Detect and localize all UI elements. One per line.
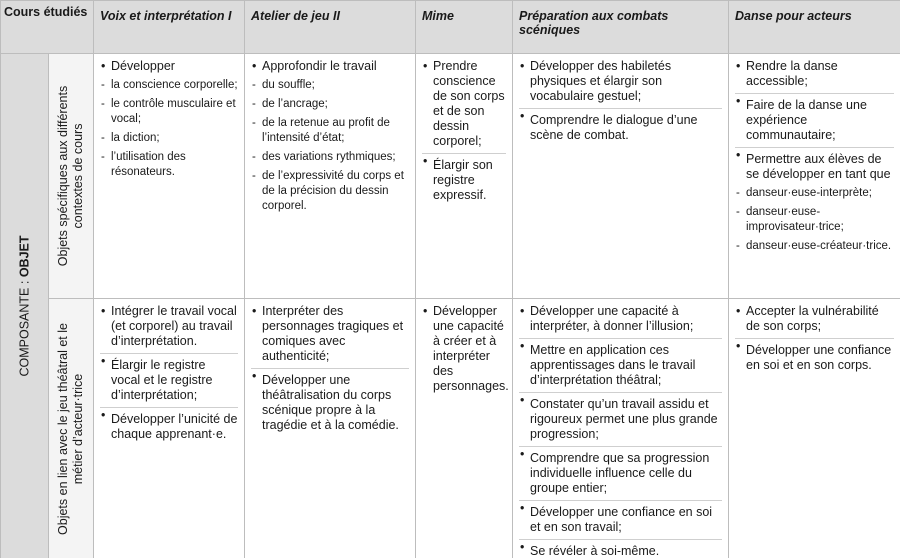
objective-item: • Constater qu’un travail assidu et rigoureux permet une plus grande progression; — [519, 392, 722, 442]
objective-item: • Développer des habiletés physiques et élargir son vocabulaire gestuel; — [519, 59, 722, 104]
cell-specific-voix — [94, 54, 245, 299]
objective-subitem: - l’utilisation des résonateurs. — [100, 150, 238, 180]
objective-item: • Approfondir le travail — [251, 59, 409, 74]
composante-label — [17, 235, 32, 376]
cell-theatre-danse — [729, 299, 900, 558]
objective-item: • Se révéler à soi-même. — [519, 539, 722, 558]
objective-list — [422, 59, 506, 203]
objective-subitem: - la diction; — [100, 131, 238, 146]
objective-subitem: - de l’expressivité du corps et de la précision du dessin corporel. — [251, 169, 409, 214]
objective-list — [100, 304, 238, 442]
objective-item: • Intégrer le travail vocal (et corporel) au travail d’interprétation. — [100, 304, 238, 349]
objective-item: • Faire de la danse une expérience communautaire; — [735, 93, 894, 143]
objective-item: • Développer une confiance en soi et en son travail; — [519, 500, 722, 535]
objective-subitem: - des variations rythmiques; — [251, 150, 409, 165]
objective-list — [251, 304, 409, 433]
row-label-theatre: Objets en lien avec le jeu théâtral et le métier d’acteur·trice — [56, 322, 85, 535]
objective-subitem: - de la retenue au profit de l’intensité d’état; — [251, 116, 409, 146]
objective-item: • Développer — [100, 59, 238, 74]
objective-item: • Comprendre que sa progression individuelle influence celle du groupe entier; — [519, 446, 722, 496]
column-header-mime: Mime — [416, 1, 513, 54]
objective-subitem: - du souffle; — [251, 78, 409, 93]
column-header-atelier: Atelier de jeu II — [245, 1, 416, 54]
row-label-cell-theatre — [49, 299, 94, 558]
objective-list — [100, 59, 238, 180]
cell-specific-mime — [416, 54, 513, 299]
composante-label-cell — [1, 54, 49, 558]
objective-item: • Comprendre le dialogue d’une scène de combat. — [519, 108, 722, 143]
cell-theatre-voix — [94, 299, 245, 558]
objective-item: • Élargir son registre expressif. — [422, 153, 506, 203]
row-label-specific: Objets spécifiques aux différents contextes de cours — [56, 85, 85, 267]
objective-item: • Prendre conscience de son corps et de son dessin corporel; — [422, 59, 506, 149]
objective-subitem: - la conscience corporelle; — [100, 78, 238, 93]
objective-list — [735, 59, 894, 254]
composante-prefix: COMPOSANTE : — [17, 277, 31, 377]
column-header-voix: Voix et interprétation I — [94, 1, 245, 54]
objective-item: • Rendre la danse accessible; — [735, 59, 894, 89]
objective-list — [251, 59, 409, 214]
corner-header: Cours étudiés — [1, 1, 94, 54]
cell-specific-danse — [729, 54, 900, 299]
objective-item: • Permettre aux élèves de se développer en tant que — [735, 147, 894, 182]
objective-list — [735, 304, 894, 373]
objective-subitem: - le contrôle musculaire et vocal; — [100, 97, 238, 127]
objective-item: • Interpréter des personnages tragiques et comiques avec authenticité; — [251, 304, 409, 364]
cell-theatre-combats — [513, 299, 729, 558]
objective-subitem: - danseur·euse-interprète; — [735, 186, 894, 201]
objective-item: • Développer une capacité à interpréter, à donner l’illusion; — [519, 304, 722, 334]
objective-list — [422, 304, 509, 394]
objective-item: • Mettre en application ces apprentissages dans le travail d’interprétation théâtral; — [519, 338, 722, 388]
objective-item: • Développer une théâtralisation du corps scénique propre à la tragédie et à la comédie. — [251, 368, 409, 433]
cell-specific-atelier — [245, 54, 416, 299]
objective-item: • Élargir le registre vocal et le registre d’interprétation; — [100, 353, 238, 403]
row-label-cell-specific — [49, 54, 94, 299]
objective-item: • Développer une capacité à créer et à interpréter des personnages. — [422, 304, 506, 394]
cell-specific-combats — [513, 54, 729, 299]
objective-subitem: - danseur·euse-créateur·trice. — [735, 239, 894, 254]
composante-value: OBJET — [17, 235, 31, 278]
objective-subitem: - de l’ancrage; — [251, 97, 409, 112]
column-header-combats: Préparation aux combats scéniques — [513, 1, 729, 54]
objective-item: • Accepter la vulnérabilité de son corps; — [735, 304, 894, 334]
objective-item: • Développer l’unicité de chaque apprenant·e. — [100, 407, 238, 442]
cell-theatre-mime — [416, 299, 513, 558]
objective-list — [519, 304, 722, 558]
column-header-danse: Danse pour acteurs — [729, 1, 900, 54]
objective-subitem: - danseur·euse-improvisateur·trice; — [735, 205, 894, 235]
cell-theatre-atelier — [245, 299, 416, 558]
objective-item: • Développer une confiance en soi et en son corps. — [735, 338, 894, 373]
objective-list — [519, 59, 722, 143]
